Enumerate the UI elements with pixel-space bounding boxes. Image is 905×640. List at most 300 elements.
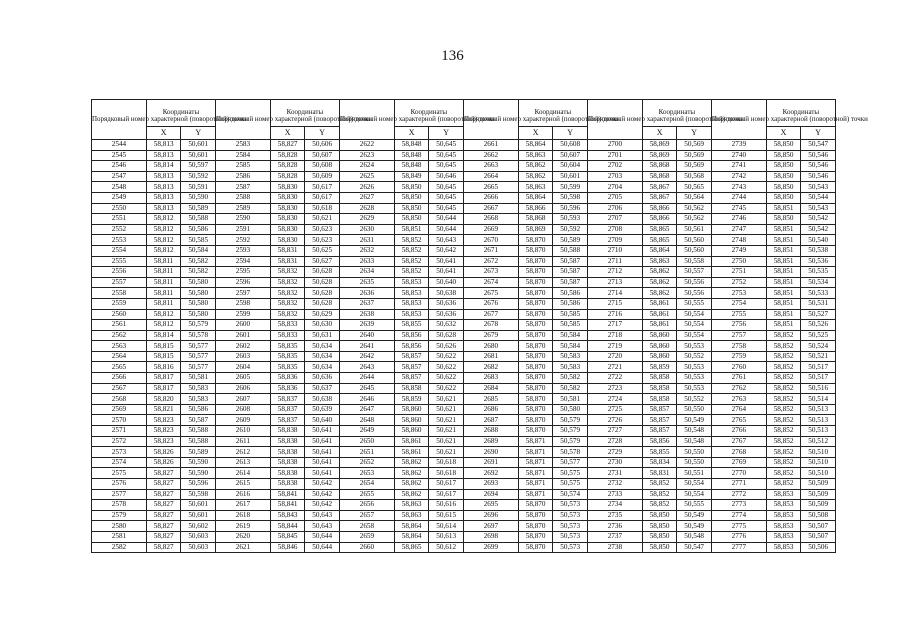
coord-y-cell: 50,508 — [801, 510, 836, 521]
coord-x-cell: 58,832 — [270, 267, 305, 278]
coord-x-cell: 58,851 — [766, 277, 801, 288]
coord-y-cell: 50,564 — [677, 192, 712, 203]
table-row — [92, 309, 836, 320]
coord-x-cell: 58,841 — [270, 500, 305, 511]
coord-y-cell: 50,641 — [305, 468, 340, 479]
coord-y-cell: 50,585 — [181, 235, 216, 246]
coord-y-cell: 50,553 — [677, 373, 712, 384]
coord-x-cell: 58,827 — [146, 521, 181, 532]
point-number-cell: 2646 — [339, 394, 394, 405]
coord-y-cell: 50,586 — [181, 224, 216, 235]
table-row — [92, 404, 836, 415]
coord-x-cell: 58,851 — [394, 224, 429, 235]
coord-x-cell: 58,851 — [766, 203, 801, 214]
coord-x-cell: 58,870 — [518, 245, 553, 256]
coord-y-cell: 50,590 — [181, 457, 216, 468]
header-coordinates: Координаты — [642, 100, 711, 127]
coord-x-cell: 58,860 — [642, 351, 677, 362]
coord-x-cell: 58,851 — [766, 320, 801, 331]
coord-x-cell: 58,864 — [518, 140, 553, 151]
coord-y-cell: 50,583 — [181, 383, 216, 394]
coord-y-cell: 50,618 — [429, 468, 464, 479]
coord-y-cell: 50,509 — [801, 479, 836, 490]
point-number-cell: 2664 — [463, 171, 518, 182]
coord-y-cell: 50,547 — [801, 140, 836, 151]
coord-x-cell: 58,852 — [766, 330, 801, 341]
coord-y-cell: 50,556 — [677, 277, 712, 288]
point-number-cell: 2668 — [463, 214, 518, 225]
coord-y-cell: 50,580 — [181, 288, 216, 299]
coord-x-cell: 58,870 — [518, 351, 553, 362]
coord-y-cell: 50,592 — [553, 224, 588, 235]
point-number-cell: 2596 — [215, 277, 270, 288]
coord-y-cell: 50,543 — [801, 203, 836, 214]
coord-x-cell: 58,857 — [394, 362, 429, 373]
coord-x-cell: 58,817 — [146, 373, 181, 384]
point-number-cell: 2656 — [339, 500, 394, 511]
coord-x-cell: 58,852 — [766, 404, 801, 415]
coord-x-cell: 58,827 — [146, 468, 181, 479]
coord-y-cell: 50,603 — [181, 542, 216, 553]
table-row — [92, 531, 836, 542]
coord-y-cell: 50,638 — [429, 288, 464, 299]
coord-y-cell: 50,581 — [181, 373, 216, 384]
coord-y-cell: 50,634 — [305, 362, 340, 373]
point-number-cell: 2593 — [215, 245, 270, 256]
coord-x-cell: 58,844 — [270, 521, 305, 532]
coord-x-cell: 58,850 — [642, 542, 677, 553]
coord-x-cell: 58,830 — [270, 182, 305, 193]
coord-x-cell: 58,850 — [766, 150, 801, 161]
point-number-cell: 2587 — [215, 182, 270, 193]
point-number-cell: 2607 — [215, 394, 270, 405]
coord-y-cell: 50,560 — [677, 235, 712, 246]
point-number-cell: 2620 — [215, 531, 270, 542]
point-number-cell: 2675 — [463, 288, 518, 299]
coord-y-cell: 50,575 — [553, 479, 588, 490]
table-row — [92, 330, 836, 341]
point-number-cell: 2674 — [463, 277, 518, 288]
coord-y-cell: 50,540 — [801, 235, 836, 246]
header-x: X — [518, 127, 553, 140]
coord-y-cell: 50,577 — [181, 351, 216, 362]
coord-y-cell: 50,555 — [677, 298, 712, 309]
point-number-cell: 2761 — [711, 373, 766, 384]
coord-x-cell: 58,870 — [518, 500, 553, 511]
coord-y-cell: 50,578 — [181, 330, 216, 341]
point-number-cell: 2693 — [463, 479, 518, 490]
point-number-cell: 2602 — [215, 341, 270, 352]
coord-x-cell: 58,864 — [518, 192, 553, 203]
coord-y-cell: 50,641 — [305, 436, 340, 447]
table-row — [92, 182, 836, 193]
coord-x-cell: 58,852 — [766, 351, 801, 362]
coord-x-cell: 58,850 — [642, 531, 677, 542]
coord-x-cell: 58,868 — [642, 161, 677, 172]
coord-x-cell: 58,868 — [518, 214, 553, 225]
coord-y-cell: 50,630 — [305, 320, 340, 331]
coord-y-cell: 50,546 — [801, 150, 836, 161]
point-number-cell: 2741 — [711, 161, 766, 172]
point-number-cell: 2638 — [339, 309, 394, 320]
point-number-cell: 2608 — [215, 404, 270, 415]
coord-y-cell: 50,573 — [553, 542, 588, 553]
coord-y-cell: 50,578 — [553, 447, 588, 458]
coord-y-cell: 50,555 — [677, 500, 712, 511]
point-number-cell: 2545 — [92, 150, 147, 161]
coord-x-cell: 58,837 — [270, 415, 305, 426]
coord-x-cell: 58,852 — [766, 426, 801, 437]
coord-y-cell: 50,617 — [429, 479, 464, 490]
coord-x-cell: 58,859 — [642, 362, 677, 373]
point-number-cell: 2578 — [92, 500, 147, 511]
coord-x-cell: 58,830 — [270, 224, 305, 235]
header-coordinates: Координаты — [394, 100, 463, 127]
table-row — [92, 373, 836, 384]
point-number-cell: 2745 — [711, 203, 766, 214]
coord-x-cell: 58,869 — [518, 224, 553, 235]
table-row — [92, 224, 836, 235]
coord-x-cell: 58,852 — [642, 479, 677, 490]
point-number-cell: 2752 — [711, 277, 766, 288]
coord-x-cell: 58,859 — [394, 394, 429, 405]
coord-y-cell: 50,588 — [181, 436, 216, 447]
coord-y-cell: 50,612 — [429, 542, 464, 553]
point-number-cell: 2591 — [215, 224, 270, 235]
point-number-cell: 2615 — [215, 479, 270, 490]
point-number-cell: 2657 — [339, 510, 394, 521]
coord-x-cell: 58,856 — [642, 436, 677, 447]
coord-y-cell: 50,599 — [553, 182, 588, 193]
coord-x-cell: 58,853 — [394, 277, 429, 288]
coord-x-cell: 58,863 — [394, 500, 429, 511]
point-number-cell: 2688 — [463, 426, 518, 437]
point-number-cell: 2683 — [463, 373, 518, 384]
point-number-cell: 2584 — [215, 150, 270, 161]
coord-y-cell: 50,506 — [801, 542, 836, 553]
coord-y-cell: 50,573 — [553, 510, 588, 521]
point-number-cell: 2685 — [463, 394, 518, 405]
coord-x-cell: 58,850 — [642, 510, 677, 521]
point-number-cell: 2717 — [587, 320, 642, 331]
coord-x-cell: 58,864 — [394, 521, 429, 532]
point-number-cell: 2560 — [92, 309, 147, 320]
coord-y-cell: 50,535 — [801, 267, 836, 278]
coord-x-cell: 58,852 — [766, 468, 801, 479]
header-point-number: Порядковый номер характерной (поворотной) точки — [463, 100, 518, 140]
coord-y-cell: 50,621 — [429, 394, 464, 405]
coord-x-cell: 58,826 — [146, 457, 181, 468]
coord-y-cell: 50,628 — [305, 277, 340, 288]
point-number-cell: 2718 — [587, 330, 642, 341]
table-row — [92, 277, 836, 288]
coord-y-cell: 50,554 — [677, 479, 712, 490]
point-number-cell: 2549 — [92, 192, 147, 203]
coord-y-cell: 50,580 — [181, 309, 216, 320]
coord-x-cell: 58,848 — [394, 140, 429, 151]
point-number-cell: 2774 — [711, 510, 766, 521]
coord-x-cell: 58,851 — [766, 235, 801, 246]
point-number-cell: 2721 — [587, 362, 642, 373]
coord-y-cell: 50,584 — [181, 245, 216, 256]
coord-y-cell: 50,618 — [429, 457, 464, 468]
coord-x-cell: 58,862 — [642, 277, 677, 288]
point-number-cell: 2601 — [215, 330, 270, 341]
point-number-cell: 2742 — [711, 171, 766, 182]
point-number-cell: 2609 — [215, 415, 270, 426]
point-number-cell: 2697 — [463, 521, 518, 532]
coord-x-cell: 58,856 — [394, 341, 429, 352]
coord-x-cell: 58,828 — [270, 171, 305, 182]
coord-y-cell: 50,552 — [677, 351, 712, 362]
coord-x-cell: 58,857 — [394, 351, 429, 362]
coord-x-cell: 58,832 — [270, 298, 305, 309]
coord-x-cell: 58,830 — [270, 192, 305, 203]
point-number-cell: 2754 — [711, 298, 766, 309]
point-number-cell: 2605 — [215, 373, 270, 384]
coord-x-cell: 58,815 — [146, 341, 181, 352]
coord-y-cell: 50,550 — [677, 457, 712, 468]
coord-x-cell: 58,850 — [394, 192, 429, 203]
point-number-cell: 2676 — [463, 298, 518, 309]
coord-y-cell: 50,524 — [801, 341, 836, 352]
coord-x-cell: 58,838 — [270, 468, 305, 479]
point-number-cell: 2592 — [215, 235, 270, 246]
coord-x-cell: 58,830 — [270, 214, 305, 225]
coord-x-cell: 58,850 — [766, 214, 801, 225]
table-row — [92, 298, 836, 309]
point-number-cell: 2568 — [92, 394, 147, 405]
coord-x-cell: 58,861 — [394, 436, 429, 447]
coord-x-cell: 58,862 — [518, 171, 553, 182]
coord-x-cell: 58,869 — [642, 140, 677, 151]
point-number-cell: 2690 — [463, 447, 518, 458]
page-number: 136 — [441, 48, 464, 64]
coord-x-cell: 58,828 — [270, 150, 305, 161]
point-number-cell: 2650 — [339, 436, 394, 447]
coord-y-cell: 50,596 — [553, 203, 588, 214]
coord-y-cell: 50,629 — [305, 309, 340, 320]
point-number-cell: 2550 — [92, 203, 147, 214]
coord-y-cell: 50,614 — [429, 521, 464, 532]
point-number-cell: 2574 — [92, 457, 147, 468]
coord-y-cell: 50,645 — [429, 140, 464, 151]
coord-x-cell: 58,850 — [394, 214, 429, 225]
coord-y-cell: 50,627 — [305, 256, 340, 267]
coord-y-cell: 50,636 — [429, 309, 464, 320]
coord-x-cell: 58,832 — [270, 288, 305, 299]
point-number-cell: 2589 — [215, 203, 270, 214]
point-number-cell: 2698 — [463, 531, 518, 542]
table-row — [92, 140, 836, 151]
coord-x-cell: 58,812 — [146, 320, 181, 331]
point-number-cell: 2748 — [711, 235, 766, 246]
point-number-cell: 2689 — [463, 436, 518, 447]
coord-x-cell: 58,831 — [270, 245, 305, 256]
coord-y-cell: 50,586 — [181, 404, 216, 415]
point-number-cell: 2552 — [92, 224, 147, 235]
point-number-cell: 2728 — [587, 436, 642, 447]
coord-y-cell: 50,525 — [801, 330, 836, 341]
coord-y-cell: 50,641 — [305, 426, 340, 437]
coord-x-cell: 58,834 — [642, 457, 677, 468]
coord-y-cell: 50,534 — [801, 277, 836, 288]
point-number-cell: 2544 — [92, 140, 147, 151]
coord-x-cell: 58,865 — [642, 235, 677, 246]
coord-y-cell: 50,622 — [429, 383, 464, 394]
coord-x-cell: 58,862 — [642, 267, 677, 278]
coord-x-cell: 58,827 — [270, 140, 305, 151]
coord-x-cell: 58,853 — [394, 309, 429, 320]
header-y: Y — [305, 127, 340, 140]
coord-x-cell: 58,871 — [518, 468, 553, 479]
coord-y-cell: 50,579 — [553, 426, 588, 437]
coord-y-cell: 50,554 — [677, 309, 712, 320]
coord-x-cell: 58,852 — [766, 436, 801, 447]
header-coordinates: Координаты — [518, 100, 587, 127]
coord-y-cell: 50,583 — [181, 394, 216, 405]
coord-x-cell: 58,870 — [518, 373, 553, 384]
coord-y-cell: 50,510 — [801, 447, 836, 458]
point-number-cell: 2557 — [92, 277, 147, 288]
coord-y-cell: 50,621 — [429, 426, 464, 437]
coord-x-cell: 58,846 — [270, 542, 305, 553]
table-row — [92, 320, 836, 331]
coord-x-cell: 58,870 — [518, 320, 553, 331]
table-row — [92, 489, 836, 500]
table-row — [92, 267, 836, 278]
coord-y-cell: 50,641 — [429, 267, 464, 278]
coord-x-cell: 58,811 — [146, 298, 181, 309]
coord-x-cell: 58,816 — [146, 362, 181, 373]
coord-y-cell: 50,634 — [305, 351, 340, 362]
coordinates-table — [91, 99, 868, 553]
header-y: Y — [801, 127, 836, 140]
point-number-cell: 2662 — [463, 150, 518, 161]
point-number-cell: 2715 — [587, 298, 642, 309]
point-number-cell: 2654 — [339, 479, 394, 490]
coord-y-cell: 50,616 — [429, 500, 464, 511]
coord-x-cell: 58,813 — [146, 192, 181, 203]
coord-y-cell: 50,589 — [181, 203, 216, 214]
coord-x-cell: 58,866 — [642, 214, 677, 225]
coord-y-cell: 50,643 — [305, 510, 340, 521]
coord-y-cell: 50,636 — [305, 373, 340, 384]
coord-y-cell: 50,602 — [181, 521, 216, 532]
coord-x-cell: 58,817 — [146, 383, 181, 394]
coord-x-cell: 58,833 — [270, 330, 305, 341]
coord-x-cell: 58,866 — [642, 203, 677, 214]
coord-x-cell: 58,813 — [146, 150, 181, 161]
coord-x-cell: 58,811 — [146, 288, 181, 299]
coord-y-cell: 50,550 — [677, 404, 712, 415]
point-number-cell: 2621 — [215, 542, 270, 553]
coord-y-cell: 50,560 — [677, 245, 712, 256]
coord-x-cell: 58,852 — [394, 267, 429, 278]
point-number-cell: 2696 — [463, 510, 518, 521]
coord-x-cell: 58,870 — [518, 510, 553, 521]
coord-y-cell: 50,646 — [429, 171, 464, 182]
coord-y-cell: 50,536 — [801, 256, 836, 267]
coord-x-cell: 58,870 — [518, 542, 553, 553]
point-number-cell: 2769 — [711, 457, 766, 468]
table-row — [92, 426, 836, 437]
coord-x-cell: 58,865 — [642, 224, 677, 235]
coord-x-cell: 58,853 — [394, 298, 429, 309]
point-number-cell: 2566 — [92, 373, 147, 384]
coord-y-cell: 50,589 — [553, 235, 588, 246]
coord-x-cell: 58,830 — [270, 203, 305, 214]
coord-x-cell: 58,823 — [146, 436, 181, 447]
point-number-cell: 2776 — [711, 531, 766, 542]
point-number-cell: 2663 — [463, 161, 518, 172]
point-number-cell: 2639 — [339, 320, 394, 331]
coord-y-cell: 50,641 — [305, 447, 340, 458]
point-number-cell: 2727 — [587, 426, 642, 437]
coord-x-cell: 58,811 — [146, 277, 181, 288]
coord-x-cell: 58,838 — [270, 479, 305, 490]
coord-y-cell: 50,645 — [429, 182, 464, 193]
point-number-cell: 2736 — [587, 521, 642, 532]
point-number-cell: 2738 — [587, 542, 642, 553]
coord-x-cell: 58,867 — [642, 182, 677, 193]
point-number-cell: 2765 — [711, 415, 766, 426]
coord-x-cell: 58,853 — [766, 489, 801, 500]
coord-x-cell: 58,855 — [642, 447, 677, 458]
point-number-cell: 2749 — [711, 245, 766, 256]
coord-y-cell: 50,573 — [553, 500, 588, 511]
point-number-cell: 2709 — [587, 235, 642, 246]
point-number-cell: 2643 — [339, 362, 394, 373]
coord-x-cell: 58,858 — [642, 383, 677, 394]
coord-x-cell: 58,811 — [146, 267, 181, 278]
point-number-cell: 2703 — [587, 171, 642, 182]
point-number-cell: 2766 — [711, 426, 766, 437]
point-number-cell: 2669 — [463, 224, 518, 235]
point-number-cell: 2723 — [587, 383, 642, 394]
coord-y-cell: 50,553 — [677, 383, 712, 394]
coord-x-cell: 58,860 — [394, 415, 429, 426]
point-number-cell: 2563 — [92, 341, 147, 352]
point-number-cell: 2660 — [339, 542, 394, 553]
coord-y-cell: 50,582 — [553, 383, 588, 394]
coord-y-cell: 50,510 — [801, 457, 836, 468]
table-row — [92, 521, 836, 532]
coord-x-cell: 58,870 — [518, 415, 553, 426]
coord-x-cell: 58,862 — [394, 468, 429, 479]
coord-y-cell: 50,645 — [429, 161, 464, 172]
coord-y-cell: 50,622 — [429, 362, 464, 373]
coord-x-cell: 58,812 — [146, 235, 181, 246]
point-number-cell: 2734 — [587, 500, 642, 511]
point-number-cell: 2567 — [92, 383, 147, 394]
coord-y-cell: 50,628 — [305, 267, 340, 278]
point-number-cell: 2737 — [587, 531, 642, 542]
table-row — [92, 500, 836, 511]
coord-y-cell: 50,579 — [181, 320, 216, 331]
coord-x-cell: 58,813 — [146, 140, 181, 151]
coord-y-cell: 50,593 — [553, 214, 588, 225]
coord-y-cell: 50,551 — [677, 468, 712, 479]
point-number-cell: 2759 — [711, 351, 766, 362]
coord-x-cell: 58,860 — [642, 330, 677, 341]
coord-y-cell: 50,562 — [677, 214, 712, 225]
point-number-cell: 2682 — [463, 362, 518, 373]
point-number-cell: 2714 — [587, 288, 642, 299]
coord-y-cell: 50,548 — [677, 426, 712, 437]
table-row — [92, 214, 836, 225]
point-number-cell: 2627 — [339, 192, 394, 203]
